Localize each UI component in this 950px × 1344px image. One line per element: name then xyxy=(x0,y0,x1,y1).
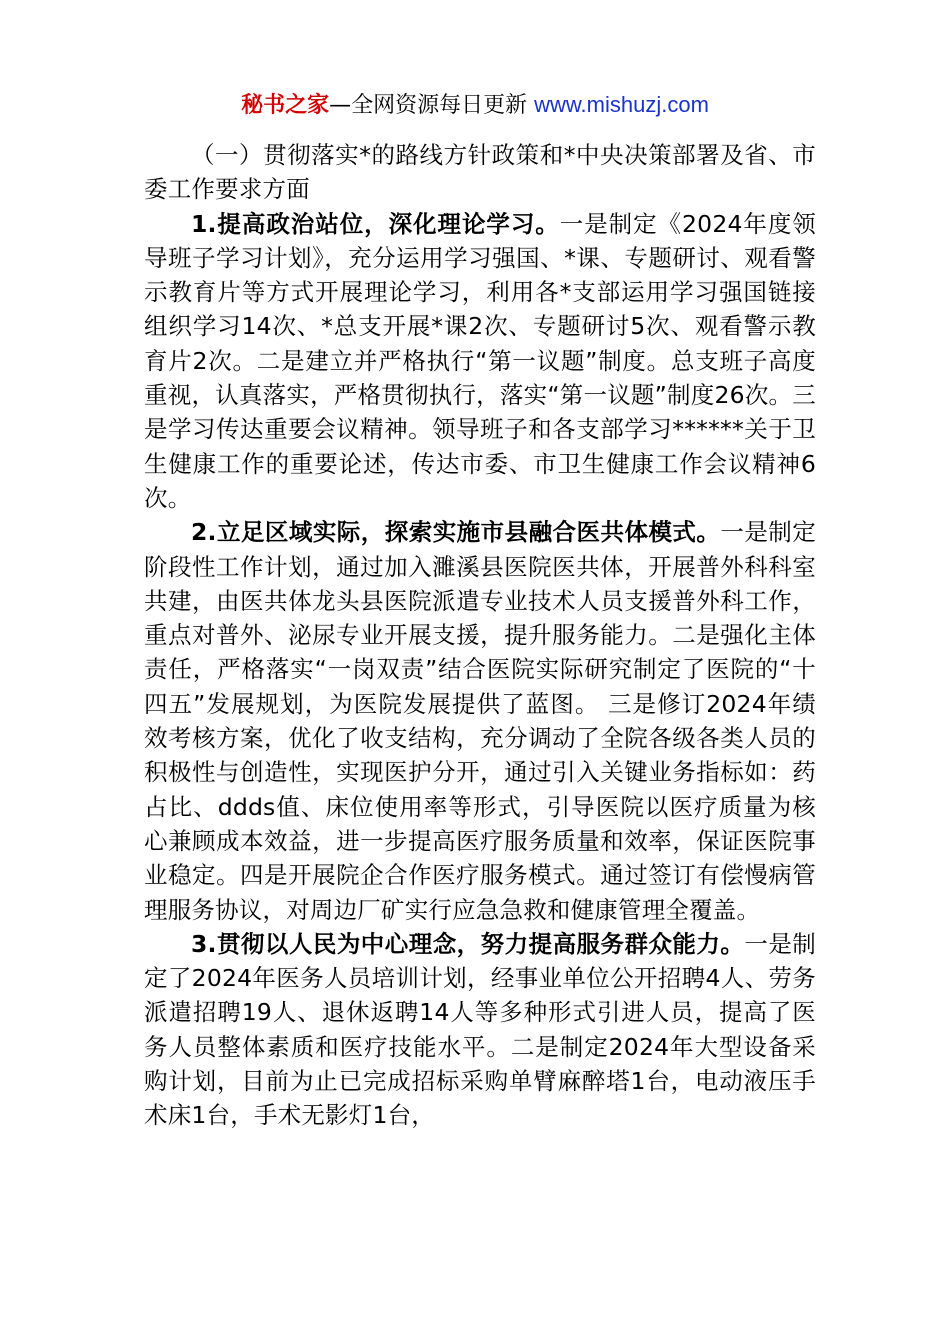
paragraph-1 xyxy=(144,207,816,516)
document-body xyxy=(144,138,816,1133)
paragraph-3-body: 一是制定了2024年医务人员培训计划，经事业单位公开招聘4人、劳务派遣招聘19人、退休返聘14人等多种形式引进人员，提高了医务人员整体素质和医疗技能水平。二是制定2024年大型设备采购计划，目前为止已完成招标采购单臂麻醉塔1台，电动液压手术床1台，手术无影灯1台， xyxy=(144,929,817,1130)
paragraph-2-body: 一是制定阶段性工作计划，通过加入濉溪县医院医共体，开展普外科科室共建，由医共体龙头县医院派遣专业技术人员支援普外科工作，重点对普外、泌尿专业开展支援，提升服务能力。二是强化主体责任，严格落实“一岗双责”结合医院实际研究制定了医院的“十四五”发展规划，为医院发展提供了蓝图。 三是修订2024年绩效考核方案，优化了收支结构，充分调动了全院各级各类人员的积极性与创造性，实现医护分开，通过引入关键业务指标如：药占比、ddds值、床位使用率等形式，引导医院以医疗质量为核心兼顾成本效益，进一步提高医疗服务质量和效率，保证医院事业稳定。四是开展院企合作医疗服务模式。通过签订有偿慢病管理服务协议，对周边厂矿实行应急急救和健康管理全覆盖。 xyxy=(144,518,816,924)
paragraph-3-title: 3.贯彻以人民为中心理念，努力提高服务群众能力。 xyxy=(191,929,745,958)
paragraph-1-title: 1.提高政治站位，深化理论学习。 xyxy=(191,209,560,238)
paragraph-2 xyxy=(144,515,816,927)
banner-dash: — xyxy=(329,93,352,118)
banner-url-link[interactable]: www.mishuzj.com xyxy=(534,92,709,117)
paragraph-2-title: 2.立足区域实际，探索实施市县融合医共体模式。 xyxy=(191,518,721,547)
paragraph-1-body: 一是制定《2024年度领导班子学习计划》，充分运用学习强国、*课、专题研讨、观看警示教育片等方式开展理论学习，利用各*支部运用学习强国链接组织学习14次、*总支开展*课2次、专题研讨5次、观看警示教育片2次。二是建立并严格执行“第一议题”制度。总支班子高度重视，认真落实，严格贯彻执行，落实“第一议题”制度26次。三是学习传达重要会议精神。领导班子和各支部学习******关于卫生健康工作的重要论述，传达市委、市卫生健康工作会议精神6次。 xyxy=(144,209,816,512)
site-banner xyxy=(0,88,950,123)
paragraph-3 xyxy=(144,927,816,1133)
banner-tagline: 全网资源每日更新 xyxy=(351,93,528,118)
banner-brand: 秘书之家 xyxy=(241,93,330,118)
section-heading: （一）贯彻落实*的路线方针政策和*中央决策部署及省、市委工作要求方面 xyxy=(144,141,816,204)
